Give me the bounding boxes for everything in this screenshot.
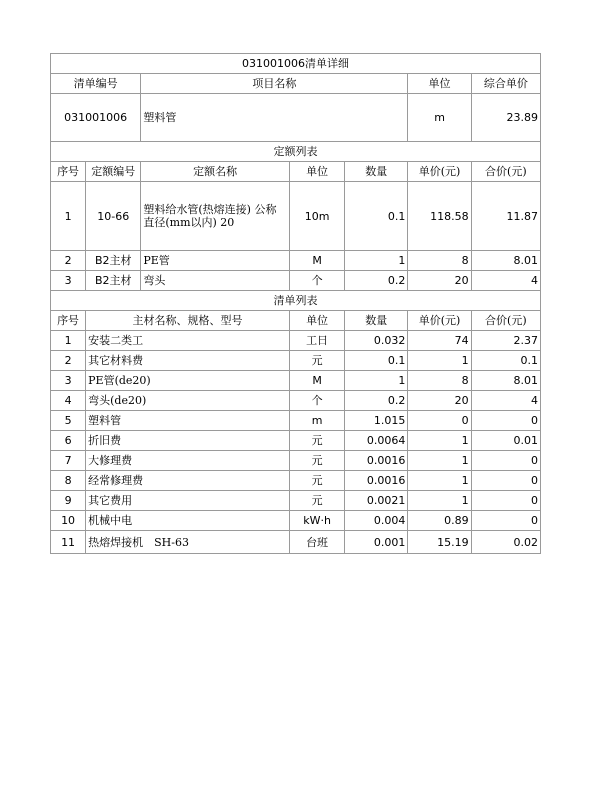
list-section-row [51, 291, 541, 311]
list-row-unit: m [289, 411, 344, 431]
quota-col-code: 定额编号 [86, 162, 141, 182]
list-row-price: 1 [408, 471, 471, 491]
header-label-unit: 单位 [408, 74, 471, 94]
list-col-qty: 数量 [345, 311, 408, 331]
title-row [51, 54, 541, 74]
list-row-unit: 元 [289, 431, 344, 451]
quota-row-total: 11.87 [471, 182, 540, 251]
quota-section-row [51, 142, 541, 162]
quota-row-price: 20 [408, 271, 471, 291]
list-col-name: 主材名称、规格、型号 [86, 311, 290, 331]
quota-section-title: 定额列表 [51, 142, 541, 162]
list-row-qty: 0.001 [345, 531, 408, 554]
list-row-total: 0 [471, 471, 540, 491]
list-row [51, 431, 541, 451]
list-row-no: 3 [51, 371, 86, 391]
list-row [51, 511, 541, 531]
list-row-name: 折旧费 [86, 431, 290, 451]
list-row-qty: 0.0016 [345, 451, 408, 471]
header-value-row [51, 94, 541, 142]
list-row-no: 2 [51, 351, 86, 371]
bill-unit: m [408, 94, 471, 142]
bill-code: 031001006 [51, 94, 141, 142]
quota-row-qty: 1 [345, 251, 408, 271]
list-section-title: 清单列表 [51, 291, 541, 311]
quota-row-code: 10-66 [86, 182, 141, 251]
list-row-total: 0.01 [471, 431, 540, 451]
list-row-qty: 0.004 [345, 511, 408, 531]
list-row-total: 2.37 [471, 331, 540, 351]
list-row-no: 8 [51, 471, 86, 491]
list-row-no: 4 [51, 391, 86, 411]
quota-row-no: 2 [51, 251, 86, 271]
list-row-name: 其它材料费 [86, 351, 290, 371]
list-row-unit: 元 [289, 471, 344, 491]
list-row-unit: 元 [289, 351, 344, 371]
list-row-name: 塑料管 [86, 411, 290, 431]
quota-col-price: 单价(元) [408, 162, 471, 182]
list-row-total: 0.1 [471, 351, 540, 371]
bill-detail-table [50, 53, 541, 554]
list-row-name: 热熔焊接机 SH-63 [86, 531, 290, 554]
bill-name: 塑料管 [141, 94, 408, 142]
list-col-unit: 单位 [289, 311, 344, 331]
list-row-unit: 台班 [289, 531, 344, 554]
list-row-qty: 0.0021 [345, 491, 408, 511]
list-row-no: 11 [51, 531, 86, 554]
list-row-unit: 工日 [289, 331, 344, 351]
list-row-unit: 个 [289, 391, 344, 411]
list-row-total: 0.02 [471, 531, 540, 554]
quota-row [51, 251, 541, 271]
list-row-price: 1 [408, 491, 471, 511]
list-row-unit: 元 [289, 451, 344, 471]
bill-price: 23.89 [471, 94, 540, 142]
quota-row-total: 4 [471, 271, 540, 291]
list-row-total: 8.01 [471, 371, 540, 391]
list-row-qty: 0.2 [345, 391, 408, 411]
quota-col-qty: 数量 [345, 162, 408, 182]
list-row-no: 10 [51, 511, 86, 531]
list-row-price: 8 [408, 371, 471, 391]
list-col-no: 序号 [51, 311, 86, 331]
list-row-total: 0 [471, 411, 540, 431]
quota-col-name: 定额名称 [141, 162, 290, 182]
list-row [51, 351, 541, 371]
list-row-qty: 0.0064 [345, 431, 408, 451]
list-row [51, 451, 541, 471]
list-row-unit: M [289, 371, 344, 391]
list-row-qty: 0.1 [345, 351, 408, 371]
list-row-price: 0.89 [408, 511, 471, 531]
list-row [51, 491, 541, 511]
table-title: 031001006清单详细 [51, 54, 541, 74]
quota-row-name: 弯头 [141, 271, 290, 291]
list-row-unit: kW·h [289, 511, 344, 531]
list-row-total: 0 [471, 491, 540, 511]
list-row-qty: 1 [345, 371, 408, 391]
list-row [51, 411, 541, 431]
quota-row-code: B2主材 [86, 271, 141, 291]
list-row-no: 6 [51, 431, 86, 451]
quota-row-price: 8 [408, 251, 471, 271]
list-row-name: 机械中电 [86, 511, 290, 531]
quota-col-unit: 单位 [289, 162, 344, 182]
list-row-no: 9 [51, 491, 86, 511]
list-row-name: 经常修理费 [86, 471, 290, 491]
quota-row-name: 塑料给水管(热熔连接) 公称直径(mm以内) 20 [141, 182, 290, 251]
list-row-price: 0 [408, 411, 471, 431]
list-row-price: 20 [408, 391, 471, 411]
list-row-total: 4 [471, 391, 540, 411]
list-row-total: 0 [471, 451, 540, 471]
list-row-no: 5 [51, 411, 86, 431]
quota-row-no: 3 [51, 271, 86, 291]
list-row-name: 弯头(de20) [86, 391, 290, 411]
quota-row-price: 118.58 [408, 182, 471, 251]
list-col-total: 合价(元) [471, 311, 540, 331]
list-row-qty: 0.0016 [345, 471, 408, 491]
header-label-price: 综合单价 [471, 74, 540, 94]
header-label-code: 清单编号 [51, 74, 141, 94]
quota-row-code: B2主材 [86, 251, 141, 271]
quota-row-unit: M [289, 251, 344, 271]
quota-row [51, 182, 541, 251]
list-row-qty: 1.015 [345, 411, 408, 431]
list-row-price: 1 [408, 431, 471, 451]
list-col-price: 单价(元) [408, 311, 471, 331]
list-row [51, 371, 541, 391]
list-row-name: 安装二类工 [86, 331, 290, 351]
list-row-unit: 元 [289, 491, 344, 511]
quota-row-total: 8.01 [471, 251, 540, 271]
quota-column-header-row [51, 162, 541, 182]
list-row-name: 其它费用 [86, 491, 290, 511]
quota-row [51, 271, 541, 291]
quota-col-total: 合价(元) [471, 162, 540, 182]
list-column-header-row [51, 311, 541, 331]
list-row [51, 331, 541, 351]
list-row-price: 74 [408, 331, 471, 351]
header-label-row [51, 74, 541, 94]
quota-row-qty: 0.2 [345, 271, 408, 291]
quota-row-qty: 0.1 [345, 182, 408, 251]
list-row-no: 7 [51, 451, 86, 471]
list-row-price: 15.19 [408, 531, 471, 554]
quota-col-no: 序号 [51, 162, 86, 182]
list-row-qty: 0.032 [345, 331, 408, 351]
list-row [51, 391, 541, 411]
list-row-name: 大修理费 [86, 451, 290, 471]
list-row-name: PE管(de20) [86, 371, 290, 391]
list-row-price: 1 [408, 351, 471, 371]
list-row-total: 0 [471, 511, 540, 531]
header-label-name: 项目名称 [141, 74, 408, 94]
quota-row-name: PE管 [141, 251, 290, 271]
list-row [51, 471, 541, 491]
quota-row-unit: 10m [289, 182, 344, 251]
list-row-price: 1 [408, 451, 471, 471]
quota-row-no: 1 [51, 182, 86, 251]
quota-row-unit: 个 [289, 271, 344, 291]
list-row-no: 1 [51, 331, 86, 351]
list-row [51, 531, 541, 554]
